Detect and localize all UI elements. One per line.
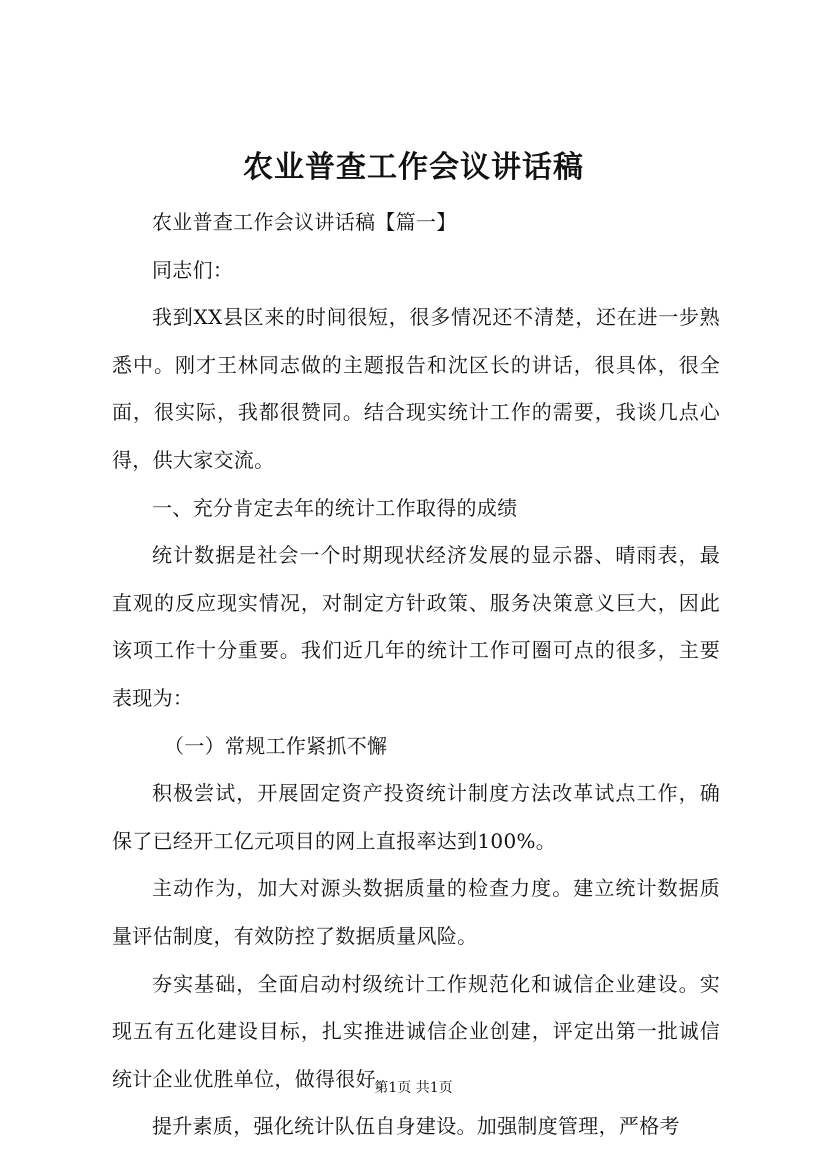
document-body <box>112 199 720 1151</box>
section-heading: 农业普查工作会议讲话稿【篇一】 <box>152 210 457 234</box>
page-footer: 第1页 共1页 <box>374 1080 453 1096</box>
paragraph: 主动作为，加大对源头数据质量的检查力度。建立统计数据质量评估制度，有效防控了数据质量风险。 <box>112 876 720 948</box>
salutation: 同志们： <box>152 257 234 282</box>
heading-level-2: （一）常规工作紧抓不懈 <box>164 733 388 758</box>
paragraph: 提升素质，强化统计队伍自身建设。加强制度管理，严格考 <box>152 1114 680 1139</box>
paragraph: 我到XX县区来的时间很短，很多情况还不清楚，还在进一步熟悉中。刚才王林同志做的主题报告和沈区长的讲话，很具体，很全面，很实际，我都很赞同。结合现实统计工作的需要，我谈几点心得，供大家交流。 <box>112 305 720 472</box>
paragraph: 夯实基础，全面启动村级统计工作规范化和诚信企业建设。实现五有五化建设目标，扎实推进诚信企业创建，评定出第一批诚信统计企业优胜单位，做得很好。 <box>112 971 720 1091</box>
paragraph: 积极尝试，开展固定资产投资统计制度方法改革试点工作，确保了已经开工亿元项目的网上直报率达到100%。 <box>112 781 720 853</box>
paragraph: 统计数据是社会一个时期现状经济发展的显示器、晴雨表，最直观的反应现实情况，对制定方针政策、服务决策意义巨大，因此该项工作十分重要。我们近几年的统计工作可圈可点的很多，主要表现为： <box>112 543 720 710</box>
document-title: 农业普查工作会议讲话稿 <box>243 150 584 185</box>
heading-level-1: 一、充分肯定去年的统计工作取得的成绩 <box>152 495 518 520</box>
